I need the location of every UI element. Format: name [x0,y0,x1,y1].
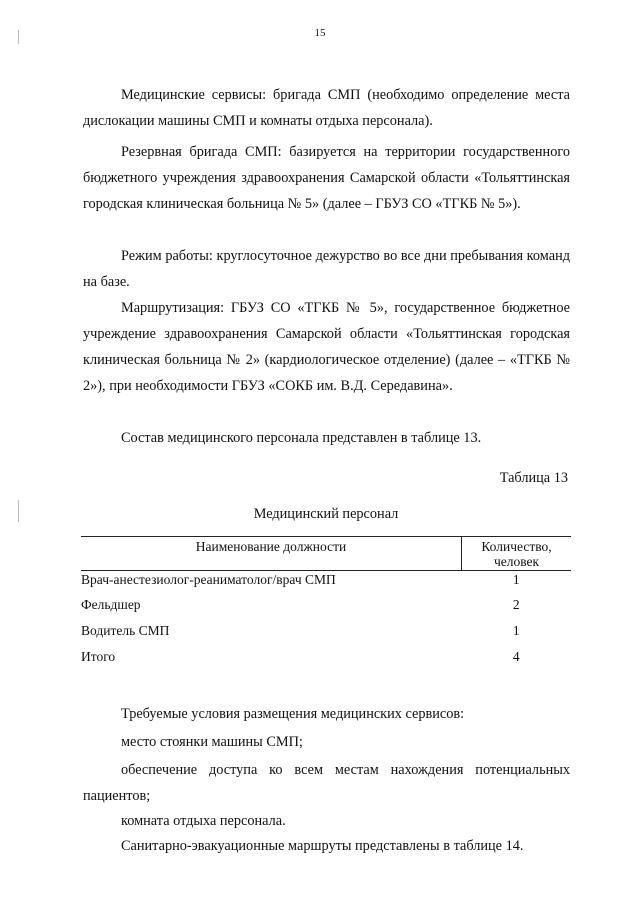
requirement-item: комната отдыха персонала. [121,813,286,829]
table-row [81,618,571,644]
scan-margin-mark [18,500,19,522]
closing-paragraph: Санитарно-эвакуационные маршруты представлены в таблице 14. [121,838,524,854]
row-position: Водитель СМП [81,623,170,638]
paragraph-staff-composition: Состав медицинского персонала представлен в таблице 13. [121,430,482,446]
row-quantity: 1 [512,623,520,638]
table-title: Медицинский персонал [253,506,399,522]
table-row [81,644,571,670]
paragraph-medical-services: Медицинские сервисы: бригада СМП (необходимо определение места дислокации машины СМП и комнаты отдыха персонала). [83,87,570,129]
paragraph-work-mode: Режим работы: круглосуточное дежурство во все дни пребывания команд на базе. [83,248,570,290]
page-number: 15 [314,27,326,39]
requirement-item: обеспечение доступа ко всем местам нахождения потенциальных пациентов; [83,762,570,804]
table-header-row [81,537,571,571]
paragraph-reserve-brigade: Резервная бригада СМП: базируется на территории государственного бюджетного учреждения здравоохранения Самарской области «Тольяттинская городская клиническая больница № 5» (далее – ГБУЗ СО «ТГКБ № 5»). [83,144,570,212]
row-position: Врач-анестезиолог-реаниматолог/врач СМП [81,572,336,587]
header-quantity-line1: Количество, [481,539,552,554]
table-row [81,571,571,593]
scan-margin-mark [18,30,19,44]
row-quantity: 2 [512,597,520,612]
table-row [81,592,571,618]
row-quantity: 1 [512,572,520,587]
row-position: Фельдшер [81,597,141,612]
staff-table [81,536,571,670]
header-position-name: Наименование должности [81,537,462,571]
row-position: Итого [81,649,116,664]
paragraph-routing: Маршрутизация: ГБУЗ СО «ТГКБ № 5», государственное бюджетное учреждение здравоохранения Самарской области «Тольяттинская городская клиническая больница № 2» (кардиологическое отделение) (далее – «ТГКБ № 2»), при необходимости ГБУЗ «СОКБ им. В.Д. Середавина». [83,300,570,394]
header-quantity [462,537,572,571]
table-caption: Таблица 13 [499,470,568,486]
requirements-intro: Требуемые условия размещения медицинских сервисов: [121,706,465,722]
row-quantity: 4 [512,649,520,664]
header-quantity-line2: человек [493,554,540,569]
requirement-item: место стоянки машины СМП; [121,734,303,750]
